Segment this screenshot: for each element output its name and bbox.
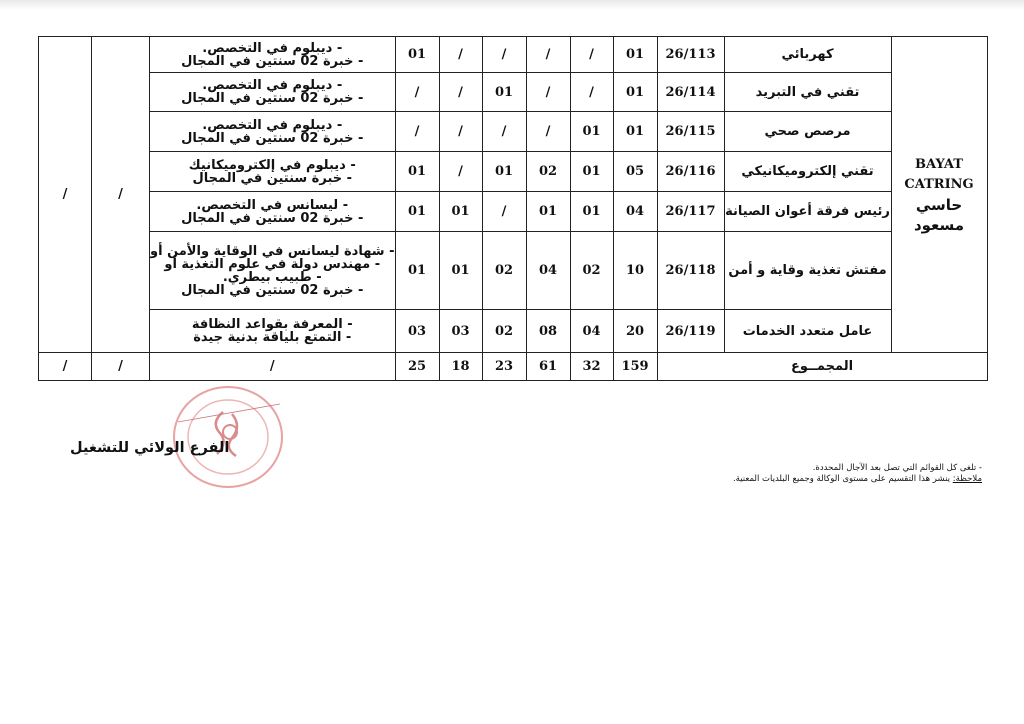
job-code-cell: 26/115 [657,112,724,152]
job-title-cell: تقني في التبريد [724,73,891,112]
total-empty-c: / [150,353,396,381]
count-cell-c6: 01 [395,37,439,73]
table-row [39,152,988,192]
table-row [39,192,988,232]
job-title-cell: رئيس فرقة أعوان الصيانة [724,192,891,232]
count-cell-c6: / [395,73,439,112]
signature-label: الفرع الولائي للتشغيل [70,440,230,456]
count-cell-c2: 01 [570,192,613,232]
requirements-cell [150,73,396,112]
notes-block [733,463,982,485]
count-cell-c6: 01 [395,192,439,232]
count-cell-c3: 04 [526,232,570,310]
count-cell-c4: 02 [482,232,526,310]
requirement-item: - خبرة 02 سنتين في المجال [181,53,364,69]
count-cell-c4: / [482,112,526,152]
job-title-cell: مفتش تغذية وقاية و أمن [724,232,891,310]
job-title-cell: كهربائي [724,37,891,73]
total-4: 23 [482,353,526,381]
empty-cell-b: / [92,37,150,353]
previous-page-edge [0,0,1024,10]
requirements-cell [150,112,396,152]
company-location: حاسي مسعود [913,195,965,234]
count-cell-c4: / [482,192,526,232]
requirements-cell [150,192,396,232]
requirement-item: - ديبلوم في التخصص. [202,40,343,56]
job-code-cell: 26/113 [657,37,724,73]
requirement-item: - ليسانس في التخصص. [196,197,349,213]
total-empty-a: / [39,353,92,381]
count-cell-c4: / [482,37,526,73]
total-1: 159 [613,353,657,381]
job-code-cell: 26/116 [657,152,724,192]
count-cell-c3: / [526,37,570,73]
requirement-item: - خبرة سنتين في المجال [192,170,353,186]
requirement-item: - مهندس دولة في علوم التغذية أو [164,256,381,272]
count-cell-c5: 01 [439,192,482,232]
count-cell-c6: / [395,112,439,152]
job-title-cell: مرصص صحي [724,112,891,152]
count-cell-c1: 01 [613,73,657,112]
count-cell-c5: 01 [439,232,482,310]
requirement-item: - ديبلوم في التخصص. [202,78,343,93]
count-cell-c6: 03 [395,310,439,353]
company-cell [891,37,987,353]
requirement-item: - طبيب بيطري. [222,269,322,285]
count-cell-c6: 01 [395,232,439,310]
count-cell-c3: 02 [526,152,570,192]
job-title-cell: عامل متعدد الخدمات [724,310,891,353]
count-cell-c2: 02 [570,232,613,310]
job-title-cell: تقني إلكتروميكانيكي [724,152,891,192]
table-row [39,112,988,152]
requirements-cell [150,37,396,73]
count-cell-c3: / [526,112,570,152]
table-row [39,73,988,112]
job-code-cell: 26/118 [657,232,724,310]
count-cell-c4: 02 [482,310,526,353]
company-name-line-2: CATRING [904,176,974,192]
count-cell-c6: 01 [395,152,439,192]
total-2: 32 [570,353,613,381]
count-cell-c1: 01 [613,37,657,73]
total-3: 61 [526,353,570,381]
table-row [39,37,988,73]
requirement-item: - خبرة 02 سنتين في المجال [181,91,364,106]
count-cell-c5: / [439,37,482,73]
count-cell-c5: / [439,73,482,112]
count-cell-c1: 20 [613,310,657,353]
requirement-item: - التمتع بلياقة بدنية جيدة [193,330,352,345]
count-cell-c5: 03 [439,310,482,353]
requirement-item: - ديبلوم في إلكتروميكانيك [188,157,356,173]
count-cell-c1: 05 [613,152,657,192]
total-6: 25 [395,353,439,381]
table-row [39,232,988,310]
requirements-cell [150,152,396,192]
count-cell-c4: 01 [482,73,526,112]
count-cell-c2: 01 [570,112,613,152]
count-cell-c2: / [570,73,613,112]
requirement-item: - خبرة 02 سنتين في المجال [181,210,364,226]
empty-cell-a: / [39,37,92,353]
job-code-cell: 26/114 [657,73,724,112]
count-cell-c2: / [570,37,613,73]
requirement-item: - المعرفة بقواعد النظافة [191,317,353,332]
company-name-line-1: BAYAT [915,156,963,172]
note-line-1: - تلغى كل القوائم التي تصل بعد الآجال المحددة. [812,463,982,473]
count-cell-c4: 01 [482,152,526,192]
requirement-item: - خبرة 02 سنتين في المجال [181,130,364,146]
job-code-cell: 26/117 [657,192,724,232]
requirements-cell [150,310,396,353]
job-code-cell: 26/119 [657,310,724,353]
job-offers-table [38,36,988,381]
requirement-item: - شهادة ليسانس في الوقاية والأمن أو [150,243,395,259]
count-cell-c2: 01 [570,152,613,192]
count-cell-c1: 04 [613,192,657,232]
count-cell-c3: 01 [526,192,570,232]
count-cell-c2: 04 [570,310,613,353]
requirement-item: - خبرة 02 سنتين في المجال [181,282,364,298]
count-cell-c3: 08 [526,310,570,353]
requirement-item: - ديبلوم في التخصص. [202,117,343,133]
count-cell-c1: 01 [613,112,657,152]
official-stamp [168,382,288,492]
note-line-2: ملاحظة: ينشر هذا التقسيم على مستوى الوكالة وجميع البلديات المعنية. [732,474,982,484]
count-cell-c5: / [439,152,482,192]
total-5: 18 [439,353,482,381]
count-cell-c3: / [526,73,570,112]
total-empty-b: / [92,353,150,381]
table-row [39,310,988,353]
requirements-cell [150,232,396,310]
count-cell-c5: / [439,112,482,152]
totals-row [39,353,988,381]
count-cell-c1: 10 [613,232,657,310]
total-label: المجمــوع [657,353,987,381]
